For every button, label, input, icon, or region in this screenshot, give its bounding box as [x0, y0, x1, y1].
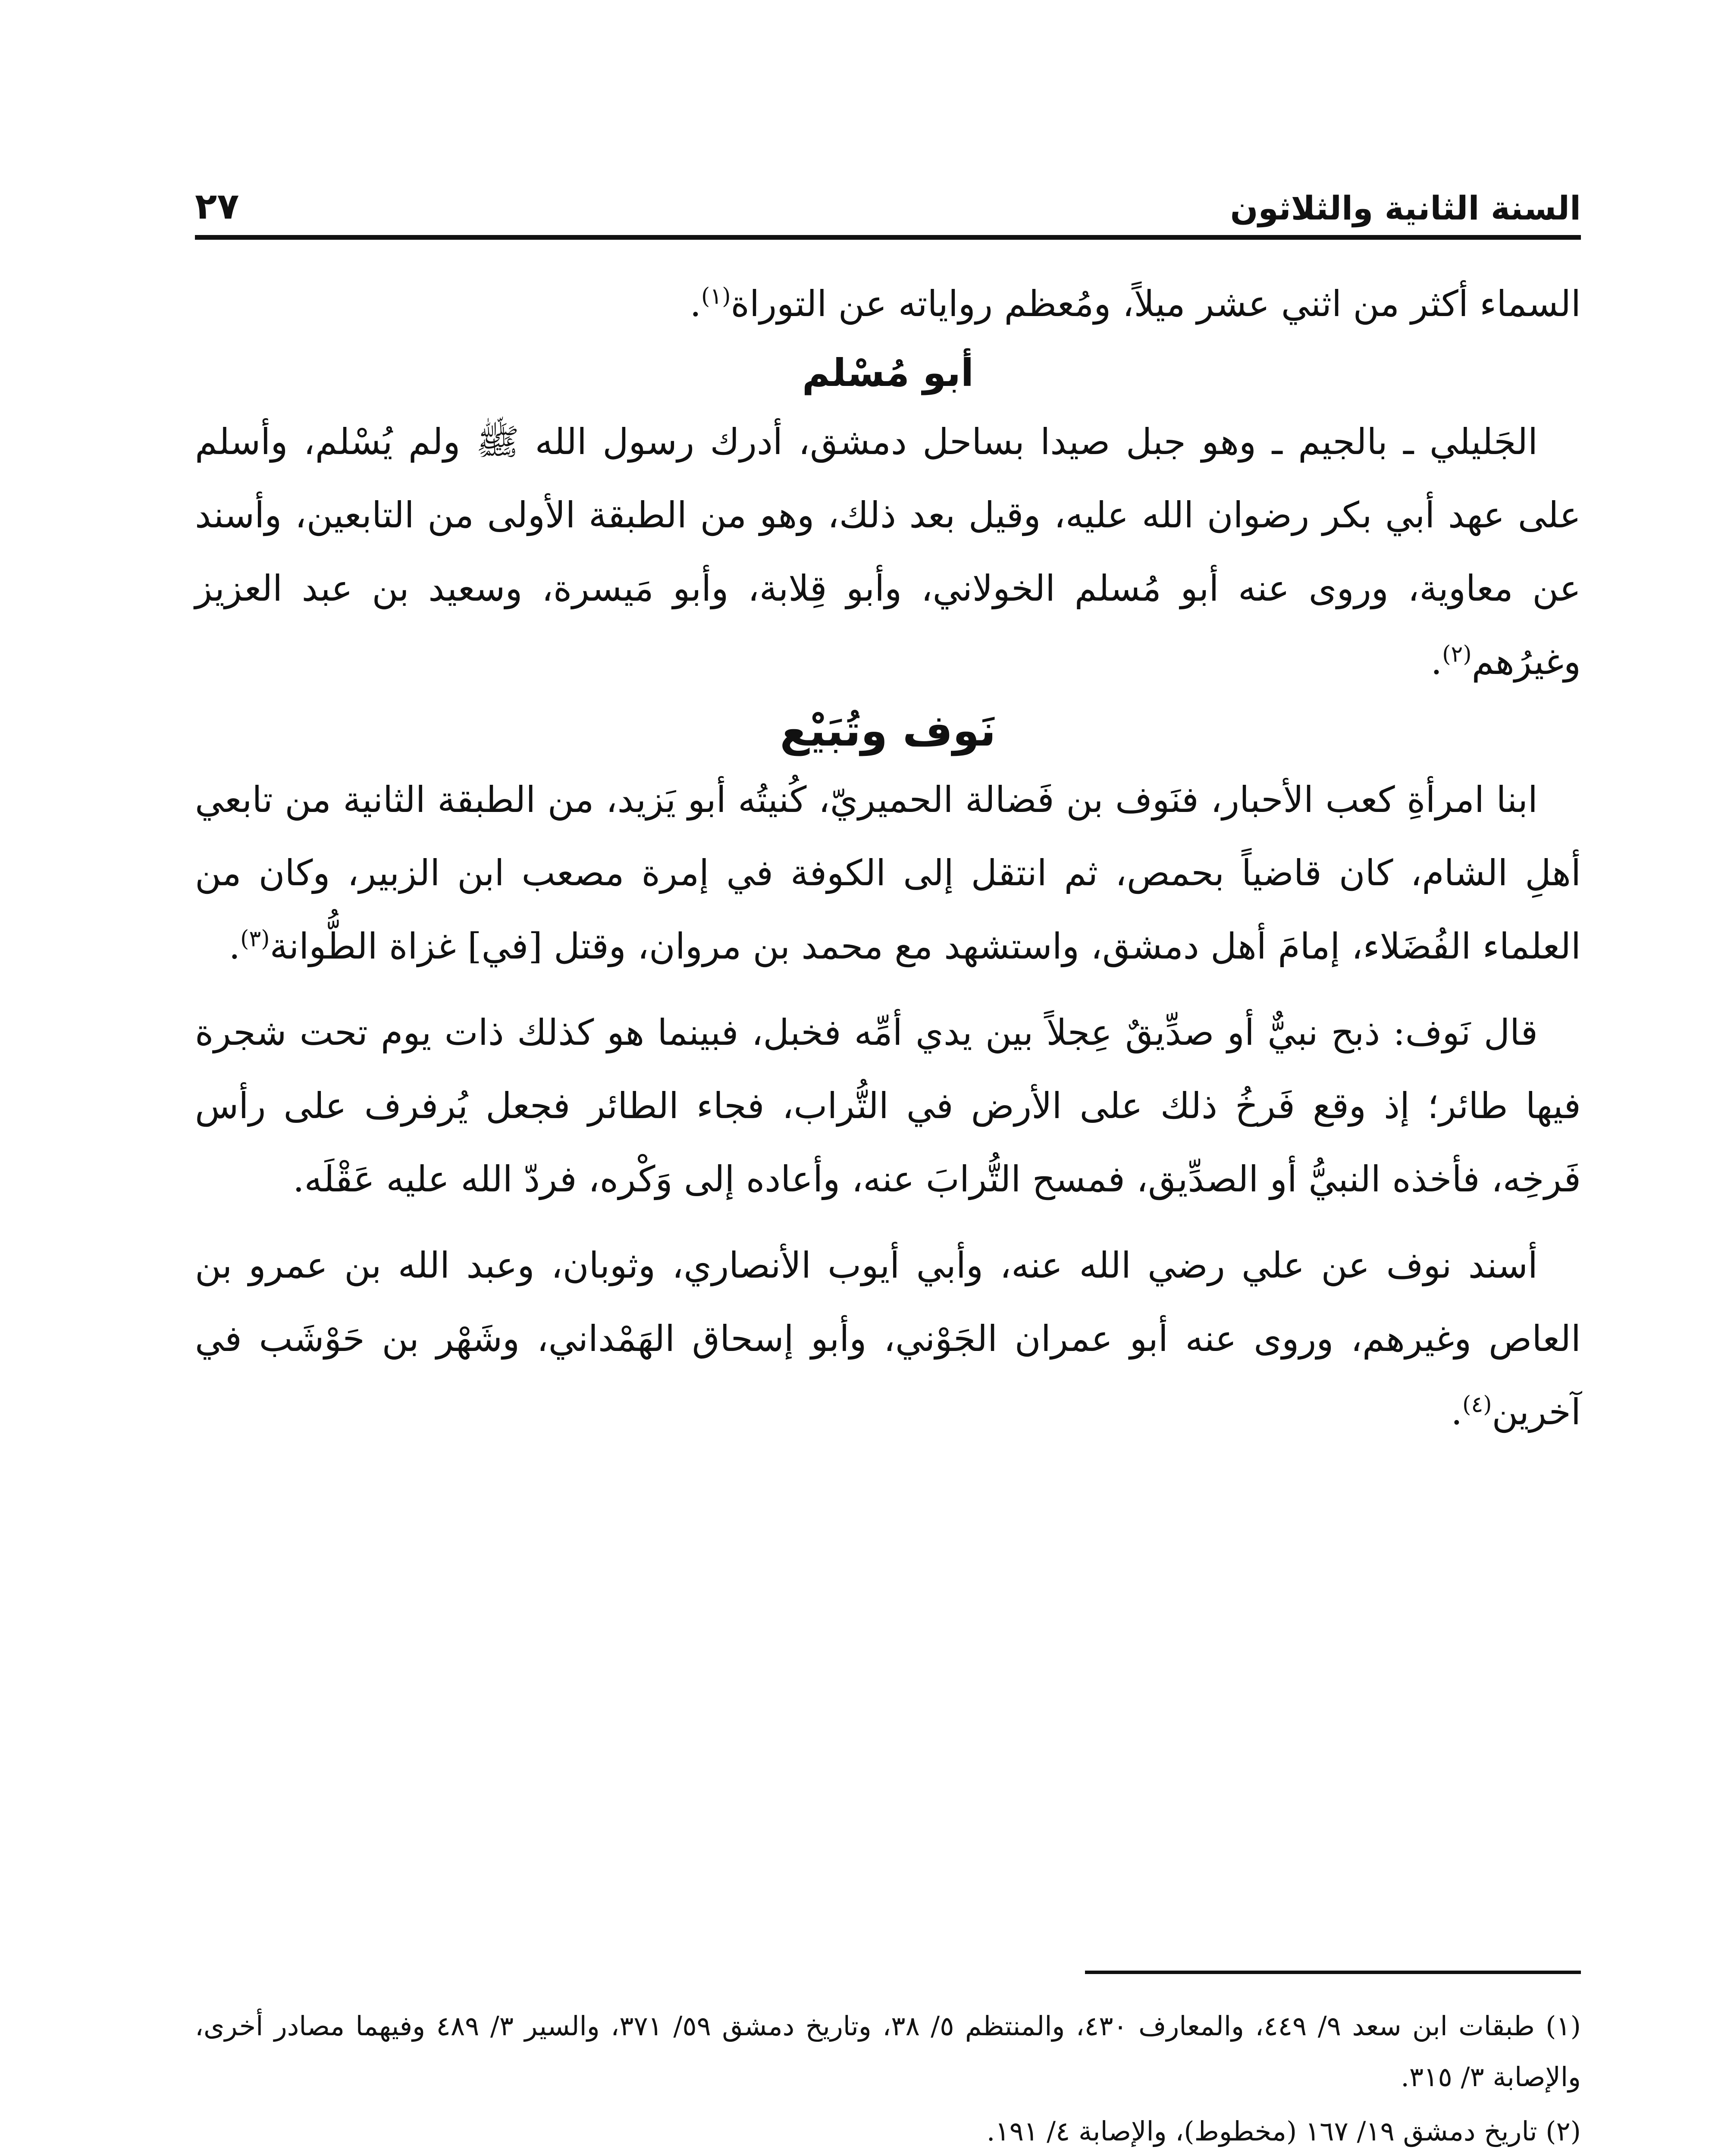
footnote-ref-4: (٤)	[1462, 1391, 1492, 1418]
page-number: ٢٧	[195, 185, 239, 227]
section-heading-abu-muslim: أبو مُسْلم	[802, 351, 974, 395]
footnote-2: (٢) تاريخ دمشق ١٩/ ١٦٧ (مخطوط)، والإصابة ٤/ ١٩١.	[986, 2115, 1581, 2147]
paragraph-1-text: السماء أكثر من اثني عشر ميلاً، ومُعظم رواياته عن التوراة	[731, 283, 1581, 325]
period: .	[1430, 641, 1442, 683]
footnotes	[195, 2001, 1581, 2156]
paragraph-5	[195, 1229, 1581, 1449]
footnote-ref-2: (٢)	[1442, 641, 1472, 667]
paragraph-3-text: ابنا امرأةِ كعب الأحبار، فنَوف بن فَضالة الحميريّ، كُنيتُه أبو يَزيد، من الطبقة الثانية من تابعي أهلِ الشام، كان قاضياً بحمص، ثم انتقل إلى الكوفة في إمرة مصعب ابن الزبير، وكان من العلماء الفُضَلاء، إمامَ أهل دمشق، واستشهد مع محمد بن مروان، وقتل [في] غزاة الطُّوانة	[195, 779, 1581, 967]
period: .	[229, 925, 241, 967]
footnote-ref-1: (١)	[701, 283, 731, 310]
paragraph-3	[195, 763, 1581, 983]
running-title: السنة الثانية والثلاثون	[1230, 189, 1581, 227]
paragraph-4: قال نَوف: ذبح نبيٌّ أو صدِّيقٌ عِجلاً بين يدي أمِّه فخبل، فبينما هو كذلك ذات يوم تحت شجرة فيها طائر؛ إذ وقع فَرخُ ذلك على الأرض في التُّراب، فجاء الطائر فجعل يُرفرف على رأس فَرخِه، فأخذه النبيُّ أو الصدِّيق، فمسح التُّرابَ عنه، وأعاده إلى وَكْره، فردّ الله عليه عَقْلَه.	[195, 1012, 1581, 1200]
section-heading-nawf: نَوف وتُبَيْع	[780, 705, 996, 756]
main-text	[195, 267, 1581, 1449]
paragraph-1	[195, 267, 1581, 341]
page-header	[195, 170, 1581, 240]
footnote-1: (١) طبقات ابن سعد ٩/ ٤٤٩، والمعارف ٤٣٠، والمنتظم ٥/ ٣٨، وتاريخ دمشق ٥٩/ ٣٧١، والسير ٣/ ٤٨٩ وفيهما مصادر أخرى، والإصابة ٣/ ٣١٥.	[195, 2010, 1581, 2093]
footnote-ref-3: (٣)	[240, 926, 270, 952]
period: .	[690, 283, 701, 325]
paragraph-5-text: أسند نوف عن علي رضي الله عنه، وأبي أيوب الأنصاري، وثوبان، وعبد الله بن عمرو بن العاص وغيرهم، وروى عنه أبو عمران الجَوْني، وأبو إسحاق الهَمْداني، وشَهْر بن حَوْشَب في آخرين	[195, 1244, 1581, 1433]
footnote-divider	[1085, 1971, 1581, 1974]
period: .	[1451, 1391, 1463, 1433]
paragraph-2-text: الجَليلي ـ بالجيم ـ وهو جبل صيدا بساحل دمشق، أدرك رسول الله ﷺ ولم يُسْلم، وأسلم على عهد أبي بكر رضوان الله عليه، وقيل بعد ذلك، وهو من الطبقة الأولى من التابعين، وأسند عن معاوية، وروى عنه أبو مُسلم الخولاني، وأبو قِلابة، وأبو مَيسرة، وسعيد بن عبد العزيز وغيرُهم	[195, 421, 1581, 683]
paragraph-2	[195, 405, 1581, 699]
